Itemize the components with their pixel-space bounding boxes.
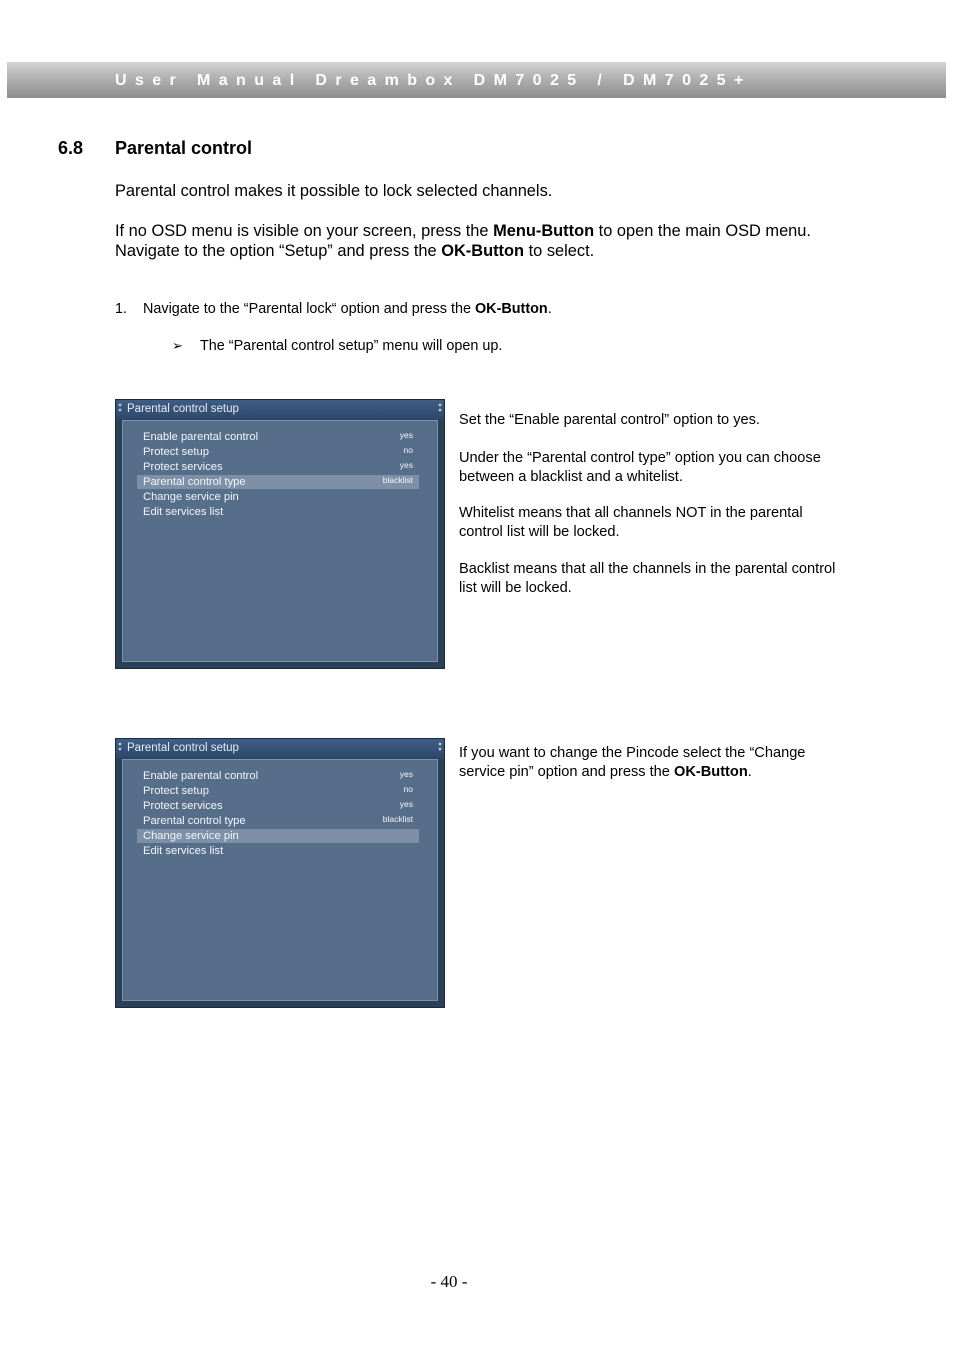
osd-menu-body bbox=[122, 420, 438, 662]
osd-menu-item[interactable] bbox=[137, 490, 419, 504]
osd-item-label: Change service pin bbox=[143, 491, 239, 503]
intro-paragraph-2 bbox=[115, 221, 835, 261]
osd-menu-item[interactable] bbox=[137, 460, 419, 474]
osd-item-value: blacklist bbox=[382, 814, 413, 824]
osd-menu-item[interactable] bbox=[137, 430, 419, 444]
osd-item-value: yes bbox=[399, 799, 413, 809]
screw-icon bbox=[117, 742, 123, 752]
intro-text: Parental control makes it possible to lock selected channels. bbox=[115, 182, 553, 200]
osd-item-label: Protect services bbox=[143, 800, 223, 812]
side-paragraph: Whitelist means that all channels NOT in the parental control list will be locked. bbox=[459, 505, 803, 540]
side-text-1 bbox=[459, 411, 849, 598]
osd-title: Parental control setup bbox=[127, 742, 239, 754]
step-text: Navigate to the “Parental lock“ option and press the bbox=[143, 301, 475, 317]
osd-titlebar bbox=[116, 739, 444, 759]
osd-menu-item[interactable] bbox=[137, 799, 419, 813]
step-1 bbox=[115, 301, 552, 317]
osd-menu-item[interactable] bbox=[137, 814, 419, 828]
osd-item-label: Protect setup bbox=[143, 446, 209, 458]
screw-icon bbox=[437, 742, 443, 752]
osd-titlebar bbox=[116, 400, 444, 420]
screw-icon bbox=[437, 403, 443, 413]
step-number: 1. bbox=[115, 301, 128, 317]
side-paragraph-end: . bbox=[747, 764, 752, 780]
osd-item-label: Enable parental control bbox=[143, 431, 259, 443]
osd-menu-item[interactable] bbox=[137, 784, 419, 798]
osd-item-label: Protect setup bbox=[143, 785, 209, 797]
osd-item-value: yes bbox=[399, 460, 413, 470]
ok-button-term: OK-Button bbox=[474, 301, 548, 317]
side-paragraph: Under the “Parental control type” option you can choose between a blacklist and a whitelist. bbox=[459, 450, 821, 485]
header-title: User Manual Dreambox DM7025 / DM7025+ bbox=[115, 72, 752, 89]
osd-menu-item[interactable] bbox=[137, 769, 419, 783]
page-number: - 40 - bbox=[430, 1272, 468, 1291]
side-paragraph: Backlist means that all the channels in the parental control list will be locked. bbox=[459, 561, 836, 596]
result-text: The “Parental control setup” menu will open up. bbox=[200, 338, 503, 354]
osd-item-value: yes bbox=[399, 430, 413, 440]
intro-text: If no OSD menu is visible on your screen, press the bbox=[115, 222, 494, 240]
osd-title: Parental control setup bbox=[127, 403, 239, 415]
osd-item-label: Change service pin bbox=[143, 830, 239, 842]
intro-paragraph-1 bbox=[115, 181, 835, 201]
osd-menu-item-selected[interactable] bbox=[137, 475, 419, 489]
osd-item-label: Parental control type bbox=[143, 815, 246, 827]
step-1-result bbox=[172, 338, 502, 354]
osd-item-label: Parental control type bbox=[143, 476, 246, 488]
header-bar bbox=[7, 62, 946, 98]
ok-button-term: OK-Button bbox=[441, 242, 525, 260]
ok-button-term: OK-Button bbox=[673, 764, 748, 780]
section-number: 6.8 bbox=[58, 138, 84, 158]
osd-item-value: no bbox=[403, 784, 413, 794]
osd-menu-body bbox=[122, 759, 438, 1001]
osd-menu-item-selected[interactable] bbox=[137, 829, 419, 843]
osd-item-value: no bbox=[403, 445, 413, 455]
osd-menu-item[interactable] bbox=[137, 844, 419, 858]
osd-item-label: Edit services list bbox=[143, 845, 224, 857]
osd-item-label: Protect services bbox=[143, 461, 223, 473]
step-text-end: . bbox=[547, 301, 552, 317]
intro-text: to select. bbox=[524, 242, 595, 260]
osd-screenshot-2 bbox=[115, 738, 445, 1008]
menu-button-term: Menu-Button bbox=[493, 222, 595, 240]
osd-item-label: Edit services list bbox=[143, 506, 224, 518]
osd-item-label: Enable parental control bbox=[143, 770, 259, 782]
side-paragraph: Set the “Enable parental control” option to yes. bbox=[459, 412, 760, 428]
side-paragraph: If you want to change the Pincode select the “Change service pin” option and press the bbox=[459, 745, 806, 780]
osd-menu-item[interactable] bbox=[137, 445, 419, 459]
arrow-bullet-icon: ➢ bbox=[172, 338, 183, 353]
intro-text: to open the main OSD menu. Navigate to the option “Setup” and press the bbox=[115, 222, 811, 260]
osd-item-value: yes bbox=[399, 769, 413, 779]
osd-item-value: blacklist bbox=[382, 475, 413, 485]
side-text-2 bbox=[459, 744, 849, 782]
osd-screenshot-1 bbox=[115, 399, 445, 669]
osd-menu-item[interactable] bbox=[137, 505, 419, 519]
section-title: Parental control bbox=[115, 138, 253, 158]
screw-icon bbox=[117, 403, 123, 413]
